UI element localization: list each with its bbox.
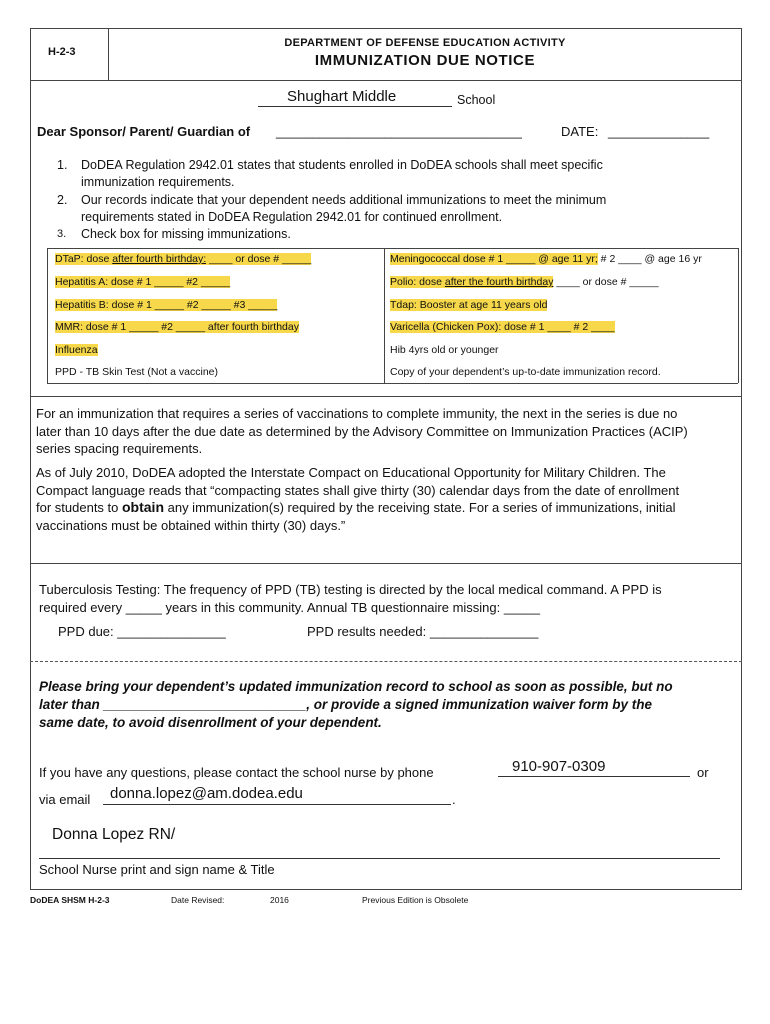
list-item: 2. Our records indicate that your dependent needs additional immunizations to meet the minimum requirements stated in DoDEA Regulation 2942.01 for continued enrollment. xyxy=(57,192,737,227)
checkbox-meningococcal[interactable]: Meningococcal dose # 1 _____ @ age 11 yr; # 2 ____ @ age 16 yr xyxy=(390,253,702,265)
footer-revised-label: Date Revised: xyxy=(171,895,225,905)
section-rule xyxy=(30,396,742,397)
nurse-signature-value[interactable]: Donna Lopez RN/ xyxy=(52,826,176,843)
date-label: DATE: xyxy=(561,124,599,139)
school-name-value[interactable]: Shughart Middle xyxy=(287,88,397,105)
tb-testing-paragraph: Tuberculosis Testing: The frequency of PPD (TB) testing is directed by the local medical command. A PPD is required every _____ years in this community. Annual TB questionnaire missing: _____ xyxy=(39,582,662,615)
signature-line xyxy=(39,858,720,859)
interstate-compact-paragraph: As of July 2010, DoDEA adopted the Interstate Compact on Educational Opportunity for Military Children. The Compact language reads that “compacting states shall give thirty (30) calendar days from the date of enrollment for students to obtain any immunization(s) required by the receiving state. For a series of immunizations, initial vaccinations must be obtained within thirty (30) days.” xyxy=(36,465,680,533)
email-period: . xyxy=(452,792,456,807)
grid-rule xyxy=(47,383,738,384)
ppd-due-field[interactable]: PPD due: _______________ xyxy=(58,624,226,639)
list-number: 2. xyxy=(57,192,68,207)
return-record-notice: Please bring your dependent’s updated immunization record to school as soon as possible, but no later than ___________________________, or provide a signed immunization waiver form by the same date, to avoid disenrollment of your dependent. xyxy=(39,679,673,730)
salutation-label: Dear Sponsor/ Parent/ Guardian of xyxy=(37,124,251,139)
list-item: 1. DoDEA Regulation 2942.01 states that students enrolled in DoDEA schools shall meet specific immunization requirements. xyxy=(57,157,737,192)
phone-value[interactable]: 910-907-0309 xyxy=(512,758,606,775)
series-spacing-paragraph: For an immunization that requires a series of vaccinations to complete immunity, the next in the series is due no later than 10 days after the due date as determined by the Advisory Committee on Immunization Practices (ACIP) series spacing requirements. xyxy=(36,406,688,456)
checkbox-hib[interactable]: Hib 4yrs old or younger xyxy=(390,344,499,356)
checkbox-ppd-tb[interactable]: PPD - TB Skin Test (Not a vaccine) xyxy=(55,366,219,378)
checkbox-dtap[interactable]: DTaP: dose after fourth birthday: ____ or dose # _____ xyxy=(55,253,312,265)
grid-left-edge xyxy=(47,248,48,383)
checkbox-hepatitis-b[interactable]: Hepatitis B: dose # 1 _____ #2 _____ #3 _____ xyxy=(55,299,278,311)
list-item: 3. Check box for missing immunizations. xyxy=(57,226,737,243)
phone-line xyxy=(498,776,690,777)
list-number: 1. xyxy=(57,158,68,172)
phone-label: If you have any questions, please contact the school nurse by phone xyxy=(39,765,434,780)
list-number: 3. xyxy=(57,228,67,241)
school-name-line xyxy=(258,106,452,107)
department-name: DEPARTMENT OF DEFENSE EDUCATION ACTIVITY xyxy=(284,37,566,49)
footer-revised-year: 2016 xyxy=(270,895,289,905)
email-label: via email xyxy=(39,792,91,807)
form-code: H-2-3 xyxy=(48,46,76,58)
footer-edition-note: Previous Edition is Obsolete xyxy=(362,895,469,905)
or-label: or xyxy=(697,765,709,780)
ppd-results-field[interactable]: PPD results needed: _______________ xyxy=(307,624,539,639)
checkbox-influenza[interactable]: Influenza xyxy=(55,344,98,356)
checkbox-varicella[interactable]: Varicella (Chicken Pox): dose # 1 ____ # 2 ____ xyxy=(390,321,615,333)
dependent-name-field[interactable]: __________________________________ xyxy=(276,124,522,139)
checkbox-polio[interactable]: Polio: dose after the fourth birthday ____ or dose # _____ xyxy=(390,276,659,288)
header-bottom-rule xyxy=(30,80,742,81)
grid-rule xyxy=(47,248,738,249)
email-value[interactable]: donna.lopez@am.dodea.edu xyxy=(110,785,303,802)
footer-form-code: DoDEA SHSM H-2-3 xyxy=(30,895,110,905)
grid-center-divider xyxy=(384,248,385,383)
checkbox-hepatitis-a[interactable]: Hepatitis A: dose # 1 _____ #2 _____ xyxy=(55,276,231,288)
checkbox-mmr[interactable]: MMR: dose # 1 _____ #2 _____ after fourth birthday xyxy=(55,321,299,333)
grid-right-edge xyxy=(738,248,739,383)
section-rule xyxy=(30,563,742,564)
checkbox-immunization-record[interactable]: Copy of your dependent’s up-to-date immunization record. xyxy=(390,366,661,378)
school-label: School xyxy=(457,93,496,107)
signature-caption: School Nurse print and sign name & Title xyxy=(39,862,275,877)
email-line xyxy=(103,804,451,805)
page-title: IMMUNIZATION DUE NOTICE xyxy=(314,52,536,69)
numbered-list xyxy=(57,157,737,243)
section-rule-dashed xyxy=(30,661,742,662)
checkbox-tdap[interactable]: Tdap: Booster at age 11 years old xyxy=(390,299,548,311)
date-field[interactable]: ______________ xyxy=(608,124,710,139)
